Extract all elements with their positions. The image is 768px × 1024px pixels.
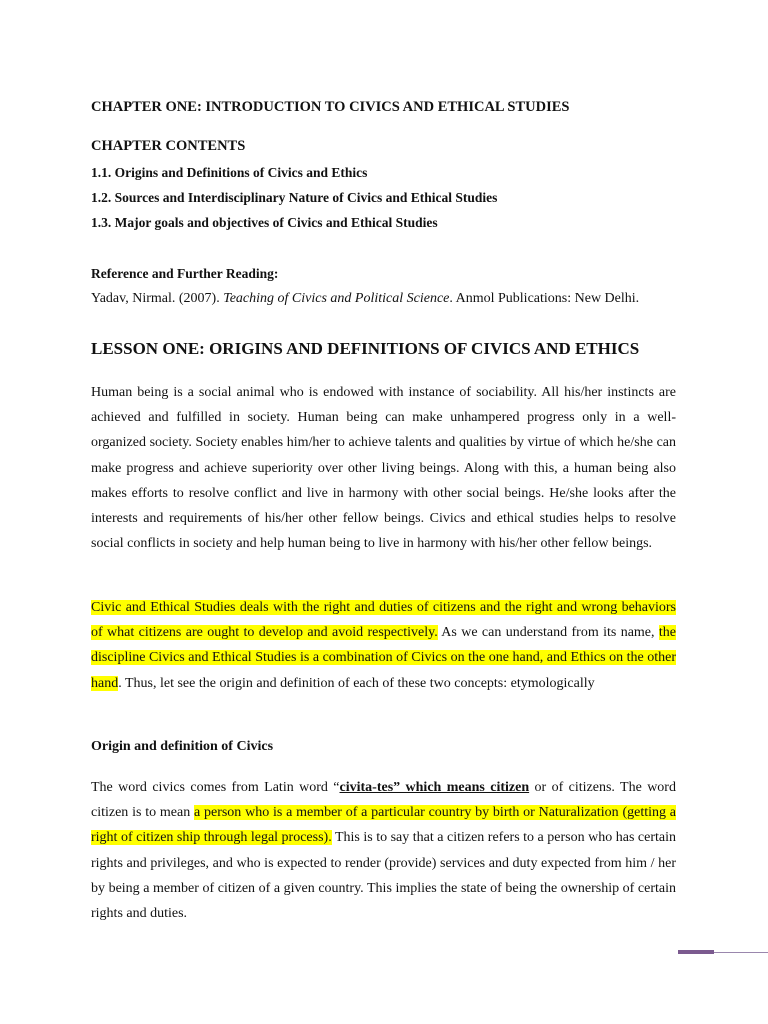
contents-heading: CHAPTER CONTENTS: [91, 138, 246, 154]
key-term: civita-tes” which means citizen: [339, 780, 530, 795]
section-subheading: Origin and definition of Civics: [91, 739, 274, 754]
footer-divider: [714, 952, 768, 953]
footer-accent-bar: [678, 950, 714, 954]
reference-book-title: Teaching of Civics and Political Science: [223, 291, 450, 306]
paragraph-text: As we can understand from its name,: [437, 625, 659, 641]
lesson-paragraph-3: [91, 775, 676, 926]
paragraph-text: This is to say that a citizen refers to a person who has certain rights and privileges, and who is expected to render (provide) services and duty expected from him / her by being a member of citizen of a given country. This implies the state of being the ownership of certain rights and duties.: [91, 830, 676, 922]
highlighted-text: a person who is a member of a particular country by birth or Naturalization (getting a right of citizen ship through legal process).: [91, 805, 676, 846]
reference-author-year: Yadav, Nirmal. (2007).: [91, 291, 224, 306]
reference-entry: [91, 290, 676, 308]
paragraph-text: The word civics comes from Latin word “: [91, 780, 340, 795]
toc-item-1-1: 1.1. Origins and Definitions of Civics and Ethics: [91, 165, 368, 180]
highlighted-text: Civic and Ethical Studies deals with the right and duties of citizens and the right and wrong behaviors of what citizens are ought to develop and avoid respectively.: [91, 600, 676, 641]
chapter-title: CHAPTER ONE: INTRODUCTION TO CIVICS AND ETHICAL STUDIES: [91, 99, 570, 115]
lesson-paragraph-2: [91, 595, 676, 696]
highlighted-text: the discipline Civics and Ethical Studies is a combination of Civics on the one hand, and Ethics on the other hand: [91, 625, 676, 691]
lesson-paragraph-1: Human being is a social animal who is endowed with instance of sociability. All his/her instincts are achieved and fulfilled in society. Human being can make unhampered progress only in a well- organized society. Society enables him/her to achieve talents and qualities by virtue of which he/she can make progress and achieve superiority over other living beings. Along with this, a human being also makes efforts to resolve conflict and live in harmony with other social beings. He/she looks after the interests and requirements of his/her other fellow beings. Civics and ethical studies helps to resolve social conflicts in society and help human being to live in harmony with his/her other fellow beings.: [91, 385, 676, 552]
paragraph-text: or of citizens. The word citizen is to mean: [91, 780, 676, 821]
toc-item-1-2: 1.2. Sources and Interdisciplinary Nature of Civics and Ethical Studies: [91, 190, 498, 205]
reference-heading: Reference and Further Reading:: [91, 266, 279, 281]
paragraph-text: . Thus, let see the origin and definition of each of these two concepts: etymologically: [118, 675, 595, 691]
lesson-title: LESSON ONE: ORIGINS AND DEFINITIONS OF CIVICS AND ETHICS: [91, 339, 640, 358]
toc-item-1-3: 1.3. Major goals and objectives of Civics and Ethical Studies: [91, 215, 438, 230]
reference-publisher: . Anmol Publications: New Delhi.: [449, 291, 640, 306]
